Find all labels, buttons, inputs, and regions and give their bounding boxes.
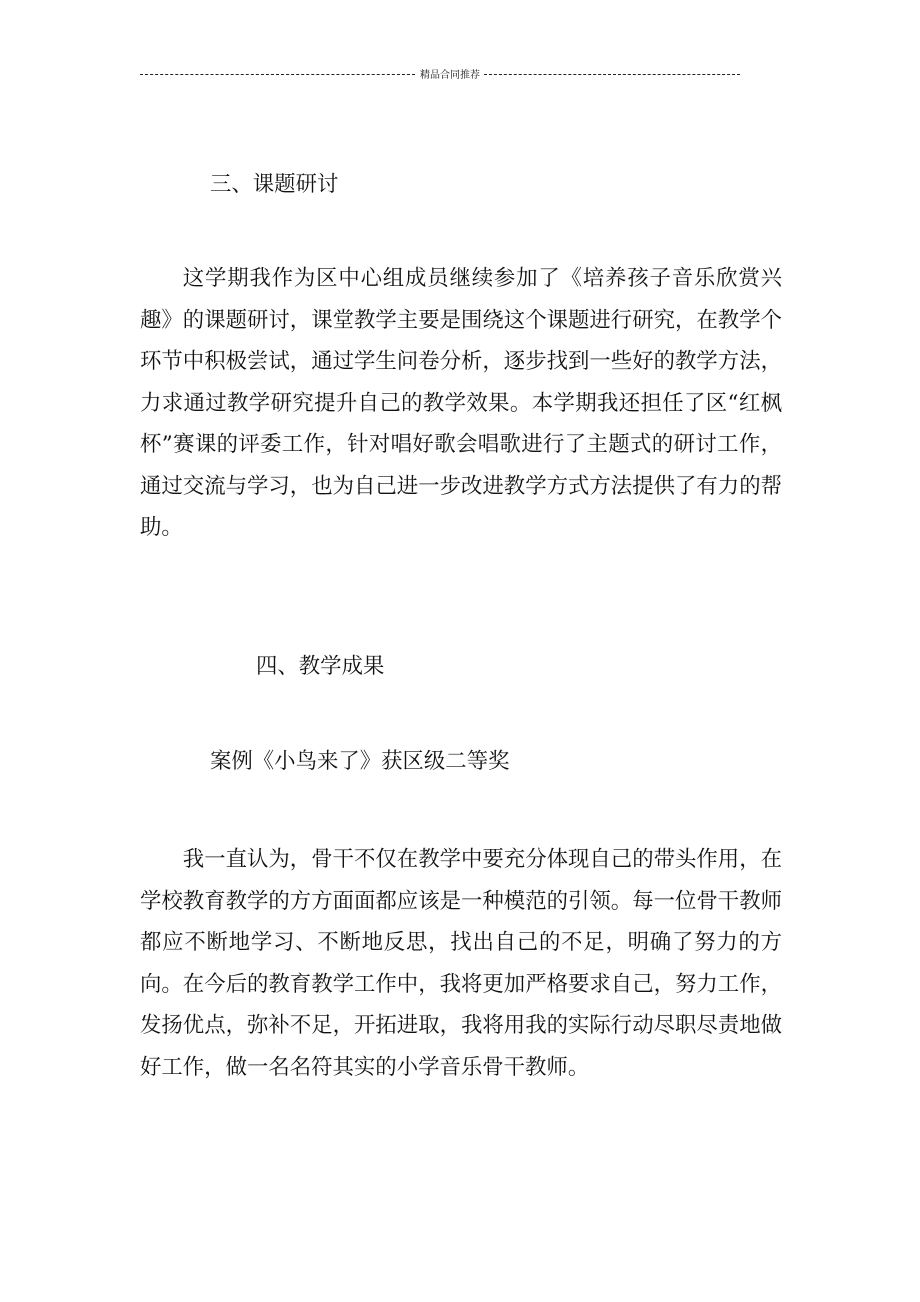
section-heading-achievements: 四、教学成果	[256, 654, 385, 679]
paragraph-text: 我一直认为，骨干不仅在教学中要充分体现自己的带头作用，在学校教育教学的方方面面都应该是一种模范的引领。每一位骨干教师都应不断地学习、不断地反思，找出自己的不足，明确了努力的方向。在今后的教育教学工作中，我将更加严格要求自己，努力工作，发扬优点，弥补不足，开拓进取，我将用我的实际行动尽职尽责地做好工作，做一名名符其实的小学音乐骨干教师。	[140, 847, 782, 1080]
header-label: 精品合同推荐	[420, 70, 480, 81]
page-header	[140, 64, 740, 84]
paragraph-text: 这学期我作为区中心组成员继续参加了《培养孩子音乐欣赏兴趣》的课题研讨，课堂教学主要是围绕这个课题进行研究，在教学个环节中积极尝试，通过学生问卷分析，逐步找到一些好的教学方法，力求通过教学研究提升自己的教学效果。本学期我还担任了区“红枫杯”赛课的评委工作，针对唱好歌会唱歌进行了主题式的研讨工作，通过交流与学习，也为自己进一步改进教学方式方法提供了有力的帮助。	[140, 266, 782, 540]
paragraph-research	[140, 258, 782, 549]
section-heading-research: 三、课题研讨	[210, 172, 339, 197]
header-dashed-line-left	[140, 74, 415, 75]
header-dashed-line-right	[484, 74, 740, 75]
award-line: 案例《小鸟来了》获区级二等奖	[210, 749, 510, 774]
paragraph-reflection	[140, 839, 782, 1088]
